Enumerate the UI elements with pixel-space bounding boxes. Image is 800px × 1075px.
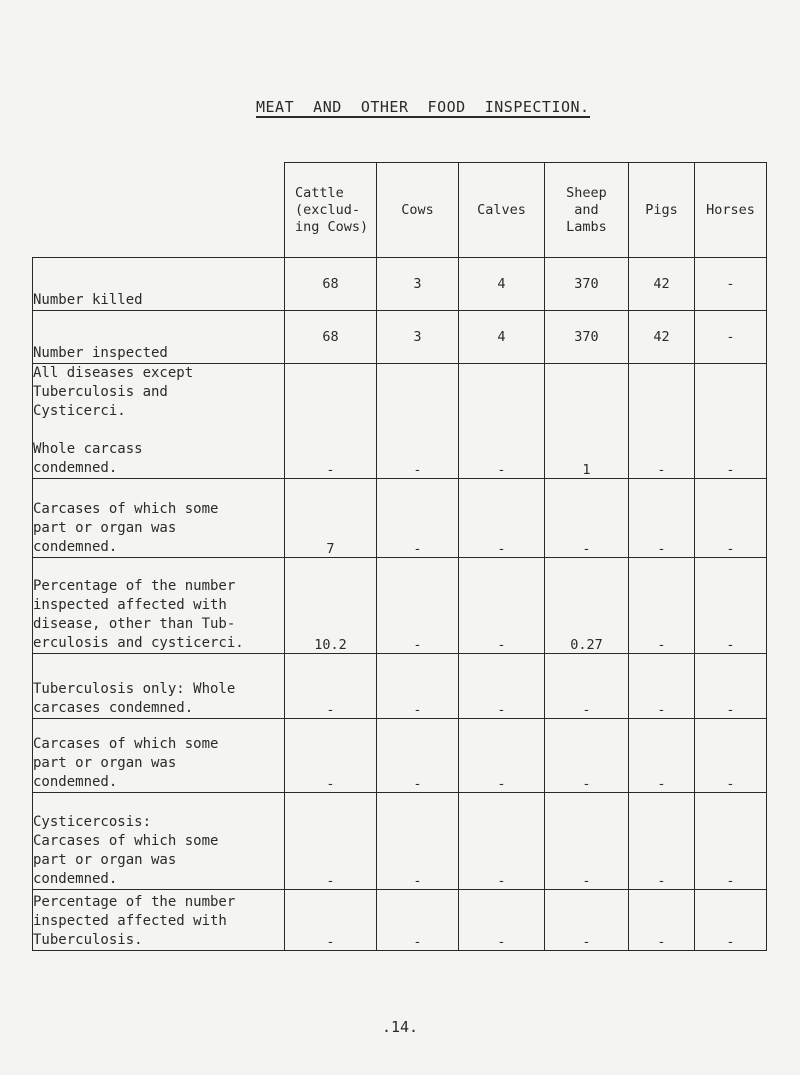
cell-cows: - — [377, 654, 459, 719]
cell-cows: - — [377, 890, 459, 951]
cell-cattle: 68 — [285, 258, 377, 311]
row-label: Tuberculosis only: Whole carcases condemned. — [33, 654, 285, 719]
cell-pigs: - — [629, 479, 695, 558]
cell-sheep-lambs: 0.27 — [545, 558, 629, 654]
col-header-cattle: Cattle (exclud- ing Cows) — [285, 163, 377, 258]
cell-pigs: - — [629, 558, 695, 654]
table-row-tuberculosis-part-organ — [33, 719, 767, 793]
cell-horses: - — [695, 258, 767, 311]
cell-horses: - — [695, 890, 767, 951]
table-row-cysticercosis — [33, 793, 767, 890]
cell-sheep-lambs: - — [545, 479, 629, 558]
row-label: Number killed — [33, 258, 285, 311]
inspection-table — [32, 162, 767, 951]
cell-horses: - — [695, 479, 767, 558]
row-label: Carcases of which some part or organ was condemned. — [33, 479, 285, 558]
cell-cattle: - — [285, 654, 377, 719]
cell-horses: - — [695, 364, 767, 479]
cell-cows: - — [377, 719, 459, 793]
row-label: All diseases except Tuberculosis and Cysticerci. Whole carcass condemned. — [33, 364, 285, 479]
header-row — [33, 163, 767, 258]
cell-cattle: 68 — [285, 311, 377, 364]
cell-pigs: - — [629, 793, 695, 890]
cell-calves: - — [459, 719, 545, 793]
cell-cows: - — [377, 558, 459, 654]
table-row-number-inspected — [33, 311, 767, 364]
cell-cattle: - — [285, 364, 377, 479]
row-label: Percentage of the number inspected affected with disease, other than Tub- erculosis and cysticerci. — [33, 558, 285, 654]
table-row-percentage-tuberculosis — [33, 890, 767, 951]
cell-calves: - — [459, 558, 545, 654]
cell-calves: - — [459, 479, 545, 558]
table-row-all-diseases-whole-carcass — [33, 364, 767, 479]
cell-sheep-lambs: 1 — [545, 364, 629, 479]
cell-cows: - — [377, 364, 459, 479]
cell-calves: - — [459, 654, 545, 719]
cell-sheep-lambs: - — [545, 719, 629, 793]
row-label: Cysticercosis: Carcases of which some part or organ was condemned. — [33, 793, 285, 890]
cell-cows: - — [377, 793, 459, 890]
cell-cattle: - — [285, 719, 377, 793]
cell-pigs: 42 — [629, 311, 695, 364]
table-row-all-diseases-part-organ — [33, 479, 767, 558]
col-header-calves: Calves — [459, 163, 545, 258]
cell-horses: - — [695, 654, 767, 719]
cell-calves: 4 — [459, 258, 545, 311]
cell-sheep-lambs: - — [545, 654, 629, 719]
cell-horses: - — [695, 793, 767, 890]
cell-pigs: - — [629, 719, 695, 793]
cell-calves: 4 — [459, 311, 545, 364]
cell-horses: - — [695, 311, 767, 364]
cell-calves: - — [459, 793, 545, 890]
cell-cattle: 7 — [285, 479, 377, 558]
col-header-sheep-lambs: Sheep and Lambs — [545, 163, 629, 258]
cell-pigs: 42 — [629, 258, 695, 311]
cell-pigs: - — [629, 364, 695, 479]
cell-sheep-lambs: 370 — [545, 311, 629, 364]
col-header-horses: Horses — [695, 163, 767, 258]
cell-cows: 3 — [377, 258, 459, 311]
cell-cattle: - — [285, 793, 377, 890]
cell-cattle: - — [285, 890, 377, 951]
page-number: .14. — [381, 1018, 419, 1036]
cell-calves: - — [459, 364, 545, 479]
cell-cattle: 10.2 — [285, 558, 377, 654]
cell-sheep-lambs: 370 — [545, 258, 629, 311]
table-row-number-killed — [33, 258, 767, 311]
row-label: Number inspected — [33, 311, 285, 364]
cell-cows: - — [377, 479, 459, 558]
table-row-tuberculosis-whole-carcass — [33, 654, 767, 719]
cell-pigs: - — [629, 890, 695, 951]
row-label: Percentage of the number inspected affected with Tuberculosis. — [33, 890, 285, 951]
cell-pigs: - — [629, 654, 695, 719]
cell-calves: - — [459, 890, 545, 951]
page-title: MEAT AND OTHER FOOD INSPECTION. — [256, 98, 590, 116]
header-corner — [33, 163, 285, 258]
cell-sheep-lambs: - — [545, 890, 629, 951]
cell-sheep-lambs: - — [545, 793, 629, 890]
cell-cows: 3 — [377, 311, 459, 364]
cell-horses: - — [695, 719, 767, 793]
cell-horses: - — [695, 558, 767, 654]
table-row-percentage-disease — [33, 558, 767, 654]
col-header-pigs: Pigs — [629, 163, 695, 258]
col-header-cows: Cows — [377, 163, 459, 258]
row-label: Carcases of which some part or organ was condemned. — [33, 719, 285, 793]
